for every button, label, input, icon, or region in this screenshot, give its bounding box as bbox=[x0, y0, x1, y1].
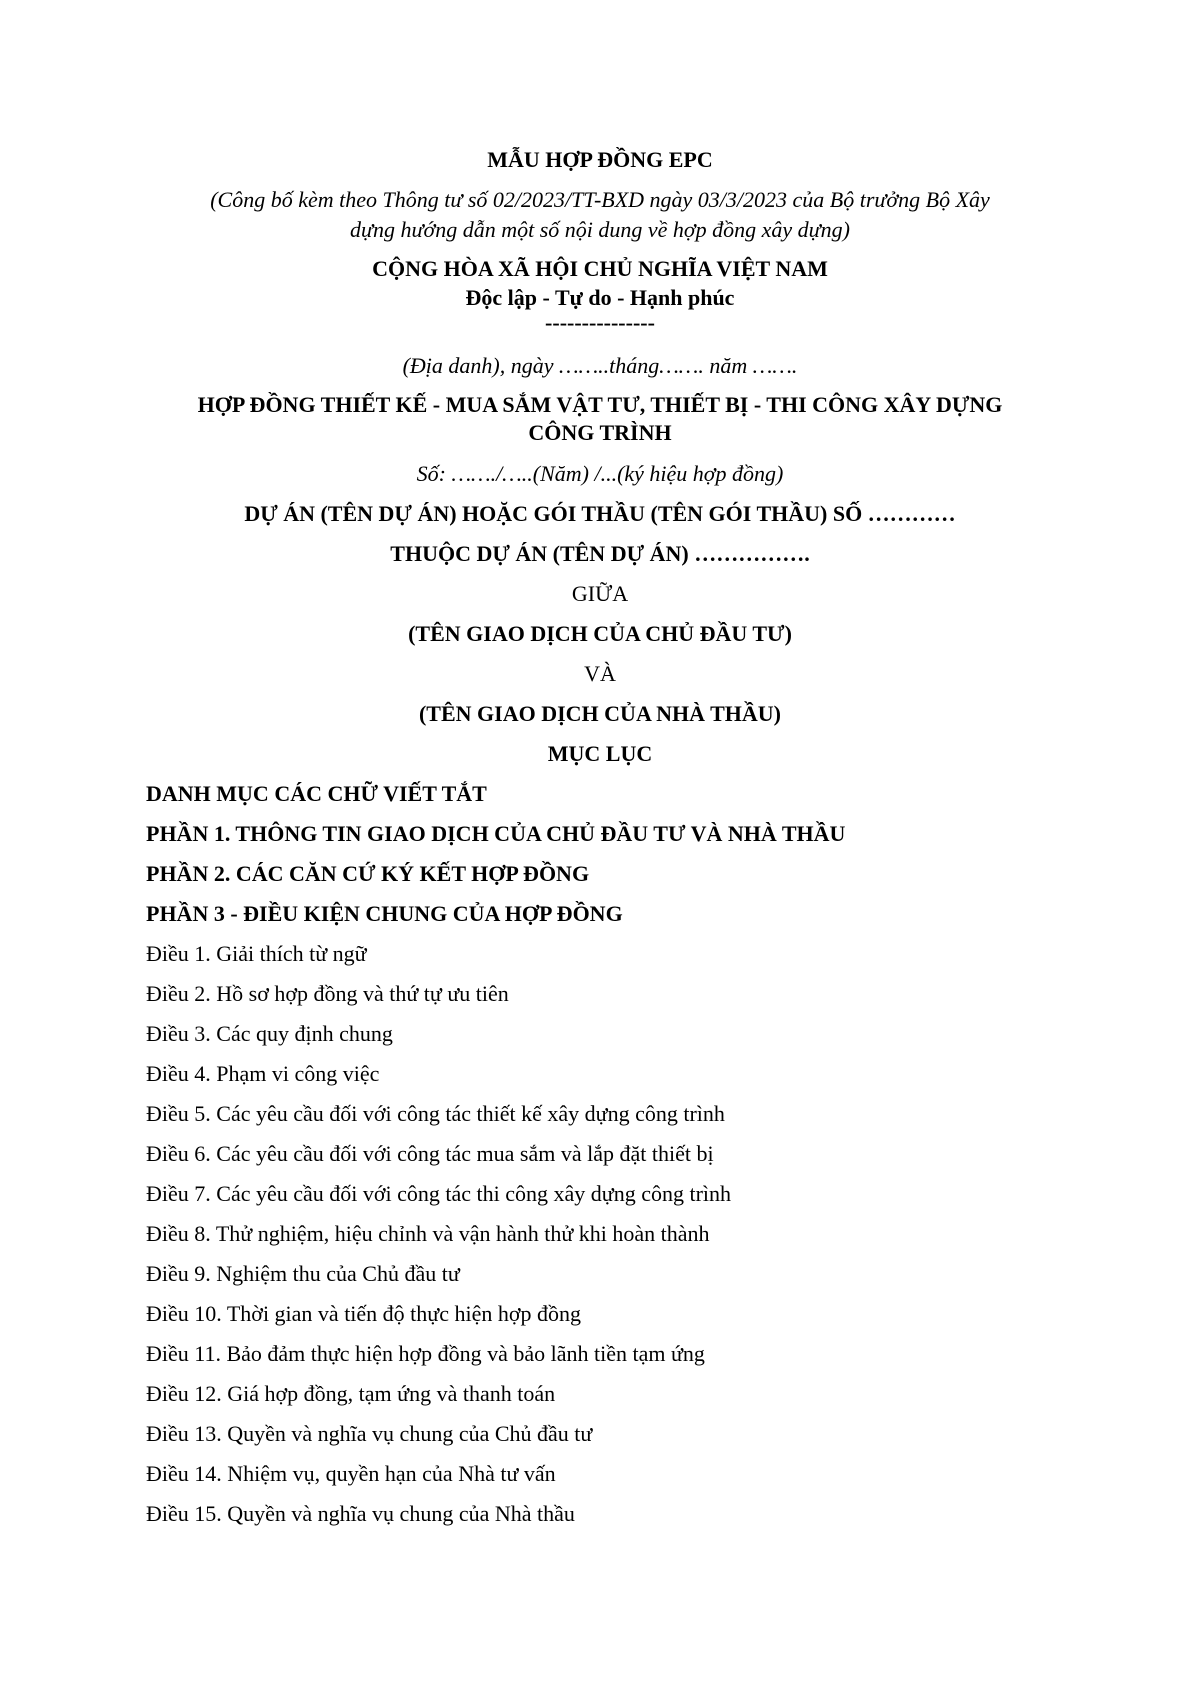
toc-article: Điều 14. Nhiệm vụ, quyền hạn của Nhà tư vấn bbox=[146, 1461, 556, 1486]
toc-section: PHẦN 1. THÔNG TIN GIAO DỊCH CỦA CHỦ ĐẦU TƯ VÀ NHÀ THẦU bbox=[146, 821, 846, 846]
place-date: (Địa danh), ngày ……..tháng……. năm ……. bbox=[402, 353, 798, 378]
toc-article: Điều 1. Giải thích từ ngữ bbox=[146, 941, 367, 966]
toc-article: Điều 10. Thời gian và tiến độ thực hiện hợp đồng bbox=[146, 1301, 581, 1326]
toc-article: Điều 13. Quyền và nghĩa vụ chung của Chủ đầu tư bbox=[146, 1421, 593, 1446]
nation-heading: CỘNG HÒA XÃ HỘI CHỦ NGHĨA VIỆT NAM bbox=[372, 256, 828, 281]
project-line: DỰ ÁN (TÊN DỰ ÁN) HOẶC GÓI THẦU (TÊN GÓI THẦU) SỐ ………… bbox=[244, 501, 956, 526]
separator: --------------- bbox=[545, 310, 655, 335]
contract-title-line-2: CÔNG TRÌNH bbox=[528, 420, 672, 445]
subtitle-line-2: dựng hướng dẫn một số nội dung về hợp đồng xây dựng) bbox=[349, 217, 851, 242]
toc-section: PHẦN 2. CÁC CĂN CỨ KÝ KẾT HỢP ĐỒNG bbox=[146, 861, 590, 886]
and-label: VÀ bbox=[584, 661, 616, 686]
toc-section: DANH MỤC CÁC CHỮ VIẾT TẮT bbox=[146, 781, 487, 806]
contract-title-line-1: HỢP ĐỒNG THIẾT KẾ - MUA SẮM VẬT TƯ, THIẾT BỊ - THI CÔNG XÂY DỰNG bbox=[197, 392, 1003, 417]
toc-article: Điều 4. Phạm vi công việc bbox=[146, 1061, 380, 1086]
toc-article: Điều 11. Bảo đảm thực hiện hợp đồng và bảo lãnh tiền tạm ứng bbox=[146, 1341, 705, 1366]
toc-article: Điều 6. Các yêu cầu đối với công tác mua sắm và lắp đặt thiết bị bbox=[146, 1141, 714, 1166]
party-a: (TÊN GIAO DỊCH CỦA CHỦ ĐẦU TƯ) bbox=[408, 621, 792, 646]
toc-article: Điều 15. Quyền và nghĩa vụ chung của Nhà thầu bbox=[146, 1501, 575, 1526]
party-b: (TÊN GIAO DỊCH CỦA NHÀ THẦU) bbox=[418, 701, 781, 726]
toc-heading: MỤC LỤC bbox=[547, 741, 653, 766]
toc-article: Điều 9. Nghiệm thu của Chủ đầu tư bbox=[146, 1261, 460, 1286]
contract-number: Số: ……./…..(Năm) /...(ký hiệu hợp đồng) bbox=[416, 461, 784, 486]
template-title: MẪU HỢP ĐỒNG EPC bbox=[487, 147, 713, 172]
toc-section: PHẦN 3 - ĐIỀU KIỆN CHUNG CỦA HỢP ĐỒNG bbox=[146, 901, 623, 926]
subtitle-line-1: (Công bố kèm theo Thông tư số 02/2023/TT-BXD ngày 03/3/2023 của Bộ trưởng Bộ Xây bbox=[210, 187, 990, 212]
motto: Độc lập - Tự do - Hạnh phúc bbox=[465, 285, 735, 310]
toc-article: Điều 12. Giá hợp đồng, tạm ứng và thanh toán bbox=[146, 1381, 556, 1406]
between-label: GIỮA bbox=[571, 581, 629, 606]
belongs-line: THUỘC DỰ ÁN (TÊN DỰ ÁN) ……………. bbox=[390, 541, 810, 566]
toc-article: Điều 7. Các yêu cầu đối với công tác thi công xây dựng công trình bbox=[146, 1181, 732, 1206]
toc-article: Điều 2. Hồ sơ hợp đồng và thứ tự ưu tiên bbox=[146, 981, 509, 1006]
toc-article: Điều 8. Thử nghiệm, hiệu chỉnh và vận hành thử khi hoàn thành bbox=[146, 1221, 710, 1246]
toc-article: Điều 5. Các yêu cầu đối với công tác thiết kế xây dựng công trình bbox=[146, 1101, 725, 1126]
toc-article: Điều 3. Các quy định chung bbox=[146, 1021, 393, 1046]
